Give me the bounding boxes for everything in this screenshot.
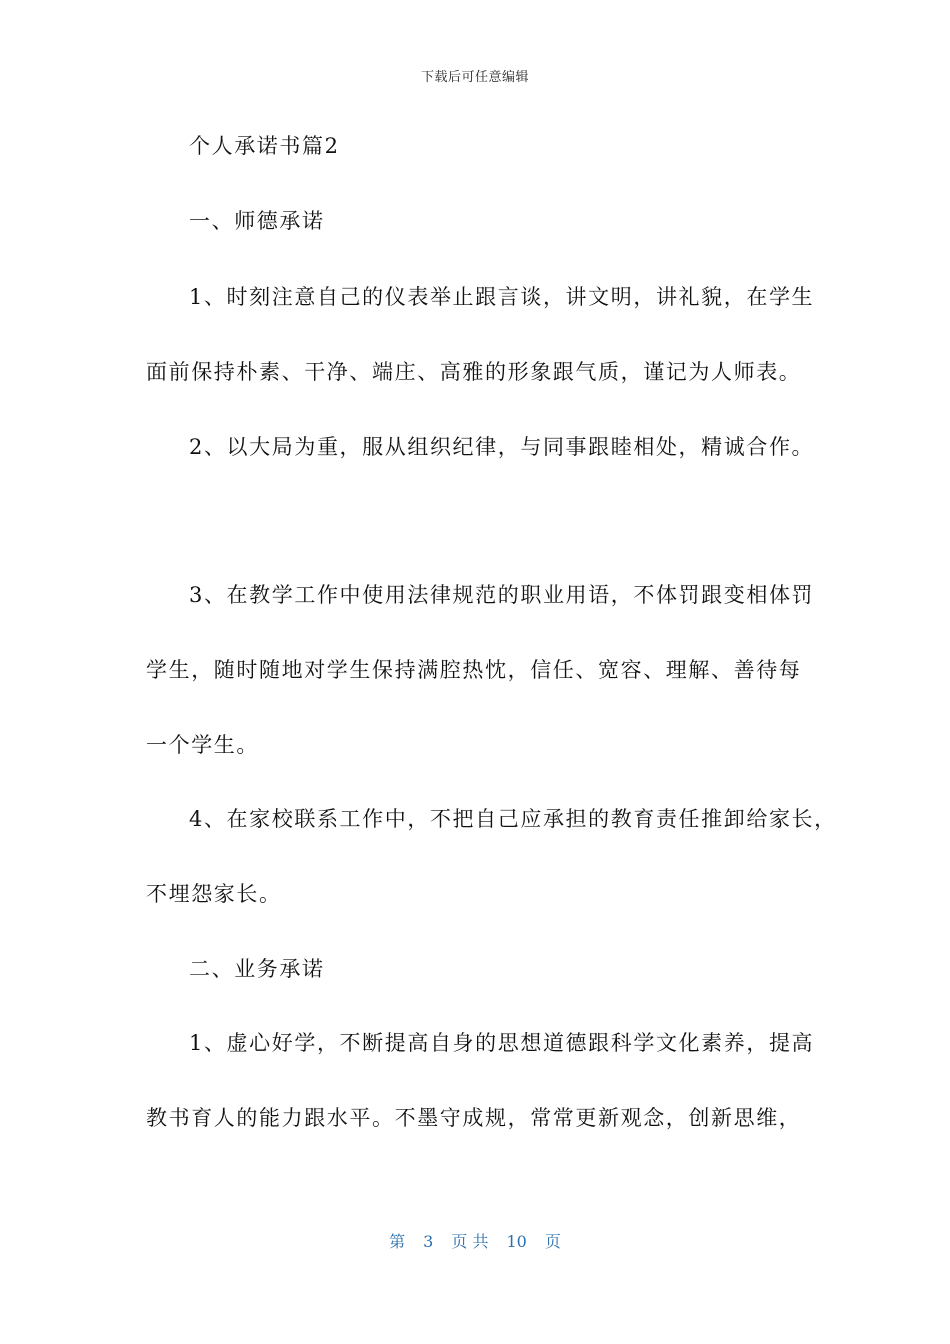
footer-page-number: 3 xyxy=(423,1232,434,1251)
paragraph-4-line-2: 不埋怨家长。 xyxy=(146,882,282,906)
footer-page-total: 10 xyxy=(506,1232,527,1251)
paragraph-3-line-3: 一个学生。 xyxy=(146,733,259,757)
section-heading-business: 二、业务承诺 xyxy=(189,957,325,981)
document-title: 个人承诺书篇2 xyxy=(189,134,340,158)
footer-page-prefix: 第 xyxy=(389,1232,406,1251)
paragraph-1-line-2: 面前保持朴素、干净、端庄、高雅的形象跟气质，谨记为人师表。 xyxy=(146,360,802,384)
paragraph-1-line-1: 1、时刻注意自己的仪表举止跟言谈，讲文明，讲礼貌，在学生 xyxy=(189,285,815,309)
footer-page-suffix: 页 xyxy=(544,1232,561,1251)
paragraph-5-line-1: 1、虚心好学，不断提高自身的思想道德跟科学文化素养，提高 xyxy=(189,1031,815,1055)
paragraph-2-line-1: 2、以大局为重，服从组织纪律，与同事跟睦相处，精诚合作。 xyxy=(189,435,815,459)
paragraph-3-line-1: 3、在教学工作中使用法律规范的职业用语，不体罚跟变相体罚 xyxy=(189,583,815,607)
paragraph-5-line-2: 教书育人的能力跟水平。不墨守成规，常常更新观念，创新思维， xyxy=(146,1106,802,1130)
section-heading-ethics: 一、师德承诺 xyxy=(189,209,325,233)
page-footer xyxy=(0,1229,950,1252)
footer-page-mid: 页 共 xyxy=(451,1232,489,1251)
paragraph-3-line-2: 学生，随时随地对学生保持满腔热忱，信任、宽容、理解、善待每 xyxy=(146,658,802,682)
paragraph-4-line-1: 4、在家校联系工作中，不把自己应承担的教育责任推卸给家长， xyxy=(189,807,837,831)
header-note: 下载后可任意编辑 xyxy=(420,70,529,85)
